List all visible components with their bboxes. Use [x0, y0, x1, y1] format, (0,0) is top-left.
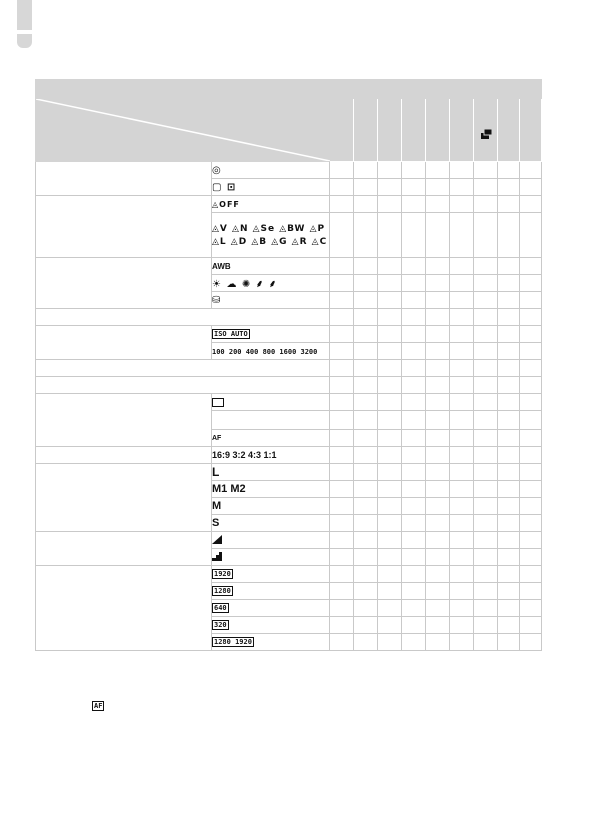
table-row [36, 377, 542, 394]
table-row [36, 326, 542, 343]
movie-1280-icon: 1280 [214, 587, 231, 596]
option-cell [212, 566, 330, 583]
option-cell [212, 600, 330, 617]
fine-icon [212, 552, 222, 561]
header-diagonal-cell [36, 99, 330, 162]
mode-column-6 [450, 99, 474, 162]
option-cell [212, 447, 330, 464]
custom-wb-icon: ⛁ [212, 294, 222, 306]
my-colors-off-icon: ◬OFF [212, 200, 240, 210]
table-row [36, 464, 542, 481]
large-icon: L [212, 465, 220, 479]
center-spot-metering-icons: ▢ ⊡ [212, 181, 237, 193]
movie-640-icon: 640 [214, 604, 227, 613]
table-title-bar [36, 80, 542, 99]
row-label-wide-1 [36, 309, 330, 326]
page-edge-tab [17, 0, 32, 48]
mode-column-5 [426, 99, 450, 162]
my-colors-modes-icons: ◬V ◬N ◬Se ◬BW ◬P ◬L ◬D ◬B ◬G ◬R ◬C [212, 224, 328, 247]
iso-values-icons: 100 200 400 800 1600 3200 [212, 347, 318, 356]
option-cell [212, 411, 330, 430]
mode-column-2 [354, 99, 378, 162]
option-cell [212, 394, 330, 411]
option-cell [212, 549, 330, 566]
medium-icons: M1 M2 [212, 483, 246, 495]
mode-column-7 [474, 99, 498, 162]
movie-small-icons: 1280 1920 [214, 638, 252, 647]
aspect-ratio-icons: 16:9 3:2 4:3 1:1 [212, 450, 277, 460]
af-continuous-icon: AF [212, 435, 222, 443]
row-label-white-balance [36, 258, 212, 309]
option-cell [212, 326, 330, 343]
table-row [36, 447, 542, 464]
option-cell [212, 343, 330, 360]
option-cell [212, 617, 330, 634]
row-label-drive [36, 394, 212, 447]
camera-shake-icon [481, 129, 492, 140]
wb-presets-icons: ☀ ☁ ✺ ⸙ ⸙ [212, 279, 278, 290]
option-cell [212, 515, 330, 532]
option-cell [212, 179, 330, 196]
table-row [36, 196, 542, 213]
table-row [36, 258, 542, 275]
option-cell [212, 583, 330, 600]
option-cell [212, 275, 330, 292]
option-cell [212, 258, 330, 275]
table-row [36, 309, 542, 326]
af-continuous-icon: AF [94, 702, 103, 710]
table-row [36, 394, 542, 411]
small-icon: S [212, 517, 220, 529]
row-label-resolution [36, 464, 212, 532]
medium3-icon: M [212, 500, 222, 512]
awb-icon: AWB [212, 262, 231, 272]
evaluative-metering-icon: ◎ [212, 164, 222, 176]
row-label-wide-2 [36, 360, 330, 377]
mode-column-3 [378, 99, 402, 162]
mode-column-4 [402, 99, 426, 162]
option-cell [212, 162, 330, 179]
movie-1920-icon: 1920 [214, 570, 231, 579]
row-label-compression [36, 532, 212, 566]
table-row [36, 162, 542, 179]
mode-column-9 [520, 99, 542, 162]
row-label-aspect [36, 447, 212, 464]
option-cell [212, 634, 330, 651]
row-label-iso [36, 326, 212, 360]
table-row [36, 360, 542, 377]
option-cell [212, 532, 330, 549]
table-header-row [36, 99, 542, 162]
table-row [36, 566, 542, 583]
option-cell [212, 430, 330, 447]
superfine-icon [212, 535, 222, 544]
option-cell [212, 213, 330, 258]
option-cell [212, 481, 330, 498]
option-cell [212, 498, 330, 515]
option-cell [212, 292, 330, 309]
row-label-wide-3 [36, 377, 330, 394]
mode-column-8 [498, 99, 520, 162]
table-row [36, 532, 542, 549]
option-cell [212, 464, 330, 481]
function-availability-table [35, 79, 542, 651]
movie-320-icon: 320 [214, 621, 227, 630]
iso-auto-icon: ISO AUTO [214, 330, 248, 339]
row-label-metering [36, 162, 212, 196]
row-label-my-colors [36, 196, 212, 258]
option-cell [212, 196, 330, 213]
mode-column-1 [330, 99, 354, 162]
single-shot-icon [212, 398, 224, 407]
row-label-movie-size [36, 566, 212, 651]
